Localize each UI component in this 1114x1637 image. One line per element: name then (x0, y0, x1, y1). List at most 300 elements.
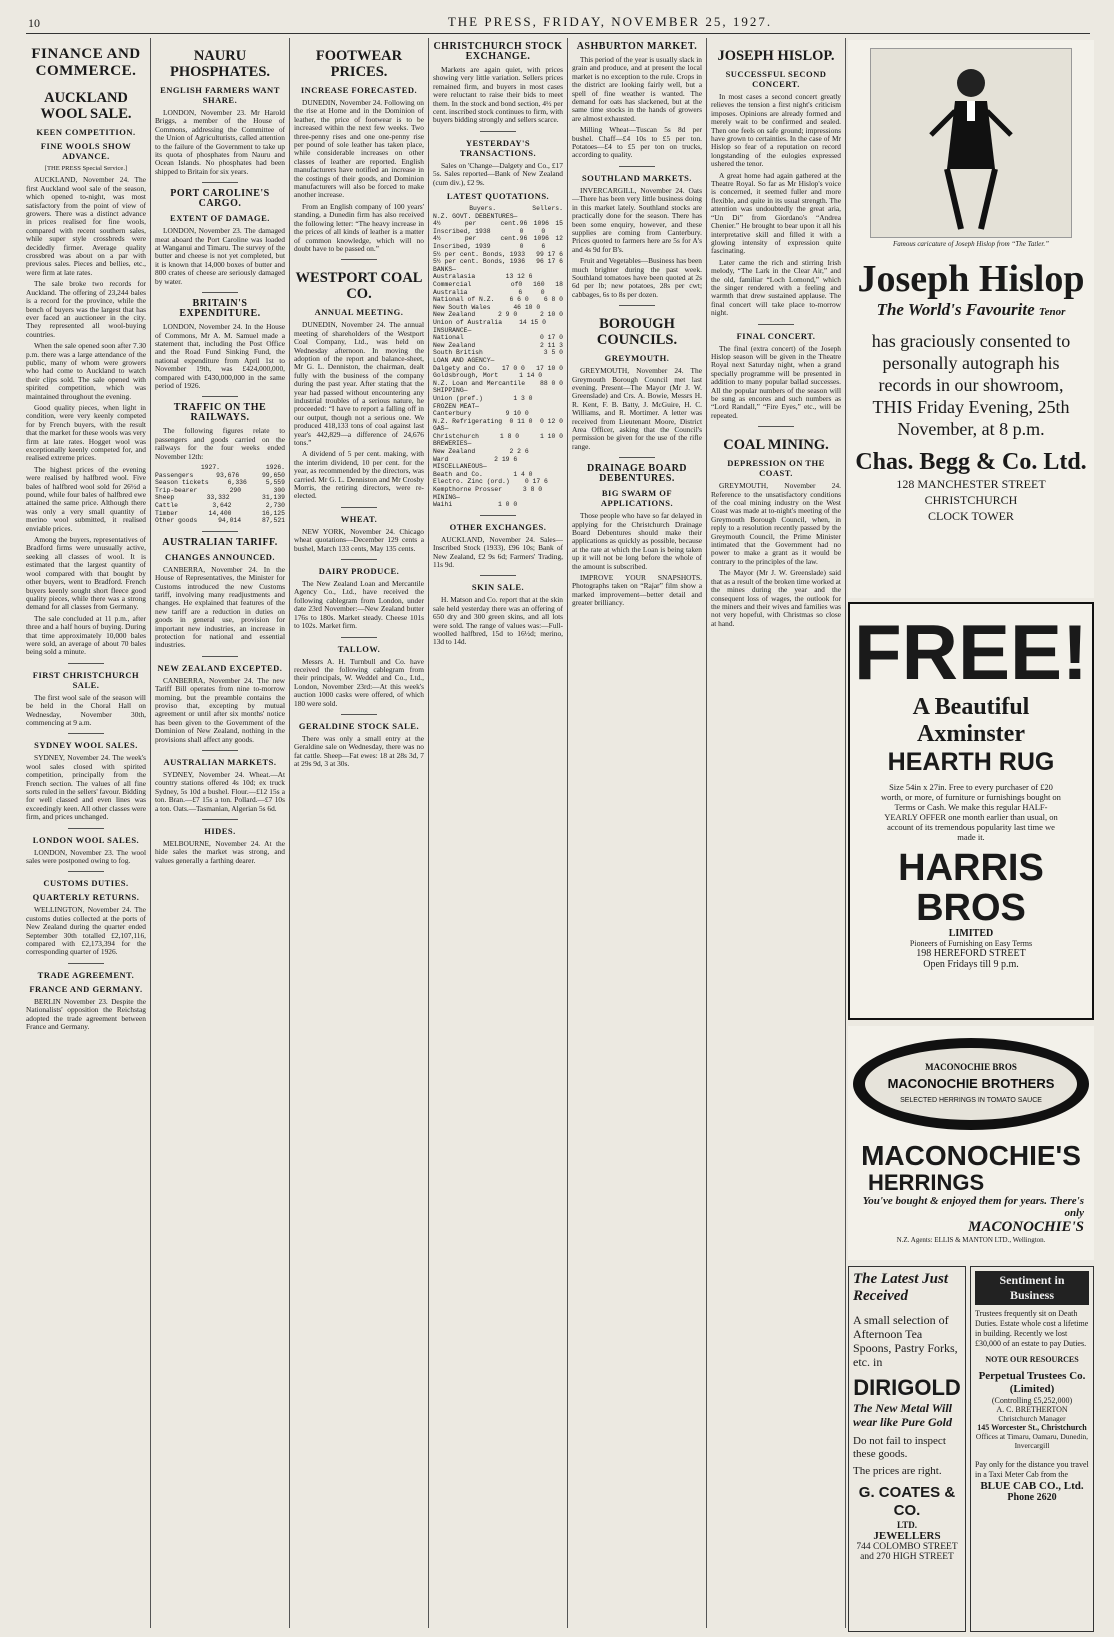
article-subhead: KEEN COMPETITION. (36, 127, 136, 137)
table-row (155, 472, 285, 480)
caricature-image (870, 48, 1072, 238)
divider (202, 750, 238, 751)
column-divider (706, 38, 707, 1628)
divider (341, 507, 377, 508)
harris-hours: Open Fridays till 9 p.m. (923, 959, 1019, 970)
row-value: 94,014 (218, 517, 242, 525)
row-label: FROZEN MEAT— (433, 402, 480, 410)
divider (341, 714, 377, 715)
article-paragraph: The New Zealand Loan and Mercantile Agency Co., Ltd., have received the following cablegram from London, under date 23rd November:—New Zealand butter 176s to 180s. Market steady. Cheese 101s to 102s. Market firm. (294, 579, 424, 631)
table-row (433, 501, 563, 509)
article-paragraph: CANBERRA, November 24. In the House of Representatives, the Minister for Customs introduced the new Customs tariff, involving many readjustments and changes. He explained that features of the new tariff are a reduction in duties on goods in general use, provision for important new industries, an increase in protection for national and essential industries. (155, 564, 285, 650)
row-label: National (433, 334, 464, 342)
table-row (433, 418, 563, 426)
table-row (433, 365, 563, 373)
row-value: 2 9 0 (497, 311, 518, 319)
row-value: Buyers. (469, 205, 497, 213)
row-label: N.Z. Loan and Mercantile (433, 379, 526, 387)
divider (202, 656, 238, 657)
table-row (433, 387, 563, 395)
article-paragraph: Milling Wheat—Tuscan 5s 8d per bushel. Chaff—£4 10s to £5 per ton. Potatoes—£4 to £5 per ton on trucks, according to quality. (572, 125, 702, 160)
free-body: Size 54in x 27in. Free to every purchaser of £20 worth, or more, of furniture or furnishings bought on Terms or Cash. We make this regular HALF-YEARLY OFFER one month earlier than usual, on account of its tremendous popularity last time we made it. (881, 782, 1061, 842)
column-finance (26, 38, 146, 1630)
row-label: BREWERIES— (433, 440, 472, 448)
row-value: 1 8 0 (499, 432, 520, 440)
article-paragraph: The final (extra concert) of the Joseph Hislop season will be given in the Theatre Royal next Saturday night, when a grand specially programme will be presented in addition to many popular ballad successes. All the popular numbers of the season will be sung as encores and such numbers as “Lord Randall,” “Fire Eyes,” etc., will be repeated. (711, 343, 841, 420)
row-value: 16,125 (261, 509, 285, 517)
row-label: Timber (155, 509, 179, 517)
article-headline: COAL MINING. (723, 437, 829, 454)
row-value: 93,676 (216, 471, 240, 479)
article-paragraph: AUCKLAND, November 24. The first Auckland wool sale of the season, which opened to-night, was most satisfactory from the point of view of growers. There was a distinct advance in prices realised for fine wools, compared with recent southern sales, while super style crossbreds were decidedly firmer. Average quality crossbred was about on a par with previous sales. Pieces and bellies, etc., were firm at late rates. (26, 175, 146, 277)
column-divider (150, 38, 151, 1628)
row-value: 1 14 0 (519, 372, 543, 380)
column-divider (567, 38, 568, 1628)
row-value: Sellers. (532, 205, 563, 213)
row-label: New Zealand (433, 341, 476, 349)
perpetual-manager: A. C. BRETHERTON (996, 1405, 1068, 1414)
section-title: FINANCE AND COMMERCE. (31, 46, 141, 79)
coates-metal: The New Metal Will wear like Pure Gold (853, 1401, 952, 1429)
row-value: 2,730 (265, 501, 285, 509)
sentiment-body: Trustees frequently sit on Death Duties. Estate whole cost a lifetime in building. Recently we lost £30,000 of an estate to pay Duties. (975, 1309, 1089, 1348)
table-row (433, 334, 563, 342)
article-paragraph: The first wool sale of the season will be held in the Choral Hall on Wednesday, November 30th, commencing at 9 a.m. (26, 692, 146, 727)
row-value: 2 11 3 (539, 341, 563, 349)
advert-coates (848, 1266, 966, 1632)
table-row (433, 395, 563, 403)
row-value: 3 8 0 (522, 486, 543, 494)
column-4 (433, 38, 563, 1630)
row-label: Trip-bearer (155, 486, 198, 494)
coates-jewellers: JEWELLERS (873, 1530, 941, 1542)
row-label: INSURANCE— (433, 326, 472, 334)
row-label: BANKS— (433, 265, 457, 273)
table-row (433, 403, 563, 411)
table-row (433, 410, 563, 418)
article-headline: YESTERDAY'S TRANSACTIONS. (459, 137, 537, 158)
sentiment-title: Sentiment in Business (975, 1271, 1089, 1305)
article-paragraph: GREYMOUTH, November 24. The Greymouth Borough Council met last evening. Present—The Mayor (Mr J. W. Greenslade) and Crs. A. Bowie, Messrs H. R. Kent, F. B. Batty, J. McGuire, H. C. Williams, and R. Mortimer. A letter was received from Lieutenant Moore, District Area Officer, asking that the Council's permission be given for the use of the rifle range. (572, 366, 702, 451)
article-headline: BRITAIN'S EXPENDITURE. (179, 298, 261, 320)
table-row (433, 448, 563, 456)
article-paragraph: From an English company of 100 years' standing, a Dunedin firm has also received the following letter: “The heavy increase in the prices of all kinds of leather is a matter of common knowledge, which will no doubt have to be passed on.” (294, 201, 424, 253)
row-value: 14,400 (208, 509, 232, 517)
article-headline: GERALDINE STOCK SALE. (298, 720, 420, 731)
row-value: 6,336 (227, 479, 247, 487)
row-label: Cattle (155, 501, 179, 509)
article-headline: TRADE AGREEMENT. (37, 969, 135, 980)
row-label: South British (433, 349, 483, 357)
row-label: N.Z. Refrigerating (433, 417, 503, 425)
row-value: 33,332 (206, 494, 230, 502)
table-row (433, 380, 563, 388)
row-value: 46 10 0 (513, 303, 541, 311)
cab-text: Pay only for the distance you travel in a Taxi Meter Cab from the (975, 1460, 1089, 1479)
row-value: 99,650 (261, 471, 285, 479)
article-paragraph: MELBOURNE, November 24. At the hide sales the market was strong, and values generally a farthing dearer. (155, 839, 285, 865)
table-row (433, 425, 563, 433)
coates-prices: The prices are right. (853, 1465, 942, 1477)
dirigold-word: DIRIGOLD (853, 1375, 961, 1400)
coates-fail: Do not fail to inspect these goods. (853, 1435, 946, 1460)
row-value: 2 19 6 (494, 455, 518, 463)
tin-firm-text: MACONOCHIE BROTHERS (887, 1076, 1055, 1091)
row-value: 17 0 0 (501, 364, 525, 372)
table-row (155, 510, 285, 518)
divider (341, 259, 377, 260)
caricature-caption: Famous caricature of Joseph Hislop from “The Tatler.” (893, 240, 1049, 248)
coates-address2: and 270 HIGH STREET (860, 1552, 954, 1562)
table-row (433, 349, 563, 357)
divider (758, 426, 794, 427)
row-label: Passengers (155, 471, 194, 479)
row-value: 0 18 0 (540, 281, 563, 296)
table-row (433, 342, 563, 350)
firm-name: Chas. Begg & Co. Ltd. (855, 449, 1087, 475)
table-row (433, 486, 563, 494)
harris-address: 198 HEREFORD STREET (916, 948, 1026, 959)
row-value: 3 5 0 (543, 349, 563, 357)
row-label: LOAN AND AGENCY— (433, 356, 495, 364)
article-headline: WHEAT. (340, 513, 378, 524)
article-headline: LONDON WOOL SALES. (32, 834, 140, 845)
column-divider (428, 38, 429, 1628)
row-value: 88 0 0 (539, 379, 563, 387)
article-headline: NAURU PHOSPHATES. (169, 48, 271, 80)
table-row (433, 440, 563, 448)
row-value: 0 12 0 (539, 417, 563, 425)
coates-ltd: LTD. (897, 1520, 917, 1530)
row-value: 0 17 6 (524, 478, 548, 486)
cab-phone: Phone 2620 (1007, 1492, 1057, 1503)
sentiment-note: NOTE OUR RESOURCES (985, 1355, 1079, 1364)
article-paragraph: The sale broke two records for Auckland. The offering of 23,244 bales is a record for the province, while the bench of buyers was the largest that has ever faced an auctioneer in the city. They represented all wool-buying countries. (26, 279, 146, 339)
column-5 (572, 38, 702, 1630)
firm-address (848, 476, 1094, 524)
article-headline: JOSEPH HISLOP. (717, 48, 835, 64)
advert-perpetual-trustees (970, 1266, 1094, 1632)
divider (619, 166, 655, 167)
row-label: New Zealand (433, 448, 476, 456)
coates-firm: G. COATES & CO. (858, 1484, 956, 1519)
harris-sub: Pioneers of Furnishing on Easy Terms (909, 939, 1033, 948)
row-label: Commercial of Australia (433, 281, 519, 296)
divider (68, 963, 104, 964)
masthead: THE PRESS, FRIDAY, NOVEMBER 25, 1927. (447, 14, 773, 29)
article-paragraph: Among the buyers, representatives of Bradford firms were unusually active, seeking all classes of wool. It is estimated that the largest quantity of wool compared with that bought by other buyers, went to Bradford. French buyers keenly sought short fleece good quality pieces, while there was a strong demand for all classes from Germany. (26, 535, 146, 612)
perpetual-title: Perpetual Trustees Co. (Limited) (978, 1370, 1086, 1395)
article-paragraph: Messrs A. H. Turnbull and Co. have received the following cablegram from their principals, W. Weddel and Co., Ltd., London, November 23rd:—At this week's auction 1000 casks were offered, of which 180 were sold. (294, 656, 424, 708)
article-paragraph: When the sale opened soon after 7.30 p.m. there was a large attendance of the public, many of whom were growers who had come to Auckland to watch their clips sold. The sale opened with spirited competition, which was maintained throughout the evening. (26, 341, 146, 401)
article-paragraph: H. Matson and Co. report that at the skin sale held yesterday there was an offering of 650 dry and 300 green skins, and all lots were sold. The range of values was:—Full-woolled halfbred, 15d to 16½d; merino, 13d to 14d. (433, 595, 563, 647)
article-headline: FIRST CHRISTCHURCH SALE. (32, 669, 140, 690)
table-row (433, 273, 563, 281)
article-headline: CHRISTCHURCH STOCK EXCHANGE. (433, 41, 563, 62)
divider (341, 559, 377, 560)
divider (202, 182, 238, 183)
row-label: Canterbury (433, 410, 472, 418)
table-row (433, 463, 563, 471)
article-subhead: ENGLISH FARMERS WANT SHARE. (160, 85, 280, 105)
article-paragraph: Markets are again quiet, with prices showing very little variation. Sellers prices remained firm, and buyers in most cases were reluctant to raise their bids to meet them. In the stock and bond section, 4½ per cent. inscribed stock continues to firm, with buyers bidding strongly and sellers scarce. (433, 65, 563, 125)
row-value: 17 10 0 (536, 364, 563, 372)
row-label: Season tickets (155, 479, 209, 487)
article-headline: CUSTOMS DUTIES. (43, 878, 129, 889)
row-value: 0 11 0 (509, 417, 533, 425)
divider (202, 819, 238, 820)
article-headline: LATEST QUOTATIONS. (446, 191, 550, 202)
article-paragraph: LONDON, November 23. The wool sales were postponed owing to fog. (26, 847, 146, 866)
advert-hislop (848, 40, 1094, 598)
article-paragraph: A great home had again gathered at the Theatre Royal. So far as Mr Hislop's voice is concerned, it seemed fuller and more flexible, and quite in its usual strength. The attention was undoubtedly the great aria, “Un Di” from Giordano's “Andrea Chenier.” He brought to bear upon it all his interpretative skill and filled it with a glowing intensity of expression quite fascinating. (711, 170, 841, 256)
article-subhead: SUCCESSFUL SECOND CONCERT. (725, 69, 827, 89)
harris-ltd: LIMITED (948, 928, 994, 939)
free-headline: FREE! (854, 608, 1088, 696)
row-label: MINING— (433, 493, 460, 501)
divider (202, 292, 238, 293)
divider (480, 515, 516, 516)
article-paragraph: LONDON, November 23. The damaged meat aboard the Port Caroline was loaded at Wanganui and Timaru. The survey of the butter and cheese is not yet completed, but it is known that 14,000 boxes of butter and 800 crates of cheese are seriously damaged by water. (155, 226, 285, 286)
article-headline: PORT CAROLINE'S CARGO. (170, 188, 270, 210)
coates-body: A small selection of Afternoon Tea Spoons, Pastry Forks, etc. in (853, 1313, 958, 1369)
free-line2: Axminster (917, 721, 1025, 747)
article-headline: SKIN SALE. (471, 582, 525, 593)
table-row (155, 502, 285, 510)
article-paragraph: Fruit and Vegetables—Business has been much brighter during the past week. Southland tomatoes have been quoted at 2s 6d per lb; new potatoes, 28s per cwt; cabbages, 6s to 8s per dozen. (572, 256, 702, 299)
herrings-word: HERRINGS (868, 1170, 985, 1195)
advert-maconochie (848, 1026, 1094, 1260)
row-label: National of N.Z. (433, 296, 495, 304)
divider (619, 305, 655, 306)
row-label: 5½ per cent. Bonds, 1933 (433, 250, 526, 258)
article-paragraph: DUNEDIN, November 24. Following on the rise at Home and in the Dominion of leather, the price of footwear is to be increased within the next few weeks. Two three-penny rises and one one-penny rise per pound of sole leather has taken place, while considerable increases on other classes of leather are reported. English manufacturers have notified an increase in the costings of their goods, and Dominion manufacturers will also be forced to make another increase. (294, 98, 424, 200)
article-paragraph: DUNEDIN, November 24. The annual meeting of shareholders of the Westport Coal Company, Ltd., was held on Wednesday afternoon. In moving the adoption of the report and balance-sheet, Mr G. L. Denniston, the chairman, dealt fully with the business of the company during the past year. After stating that the year had passed without encountering any industrial troubles of a serious nature, he proceeded: “I have to report a falling off in our output, though not a serious one. We produced 418,133 tons of coal against last year's 442,829—a difference of 24,676 tons.” (294, 320, 424, 447)
hislop-name: Joseph Hislop (857, 258, 1085, 300)
address-line: CHRISTCHURCH (924, 493, 1018, 507)
article-paragraph: LONDON, November 24. In the House of Commons, Mr A. M. Samuel made a statement that, including the Post Office and the Road Fund Sinking Fund, the national expenditure from April 1st to November 19th, was £424,000,000, compared with £430,000,000 in the same period of 1926. (155, 322, 285, 390)
page-number: 10 (28, 16, 40, 30)
article-headline: WESTPORT COAL CO. (295, 270, 423, 303)
article-subhead: BIG SWARM OF APPLICATIONS. (600, 488, 674, 509)
perpetual-offices: Offices at Timaru, Oamaru, Dunedin, Invercargill (975, 1432, 1089, 1450)
row-value: 96 17 6 (536, 258, 563, 266)
article-paragraph: The Mayor (Mr J. W. Greenslade) said that as a result of the broken time worked at the mines during the year and the consequent loss of wages, the outlook for the miners and their wives and families was not very hopeful, with Christmas so close at hand. (711, 568, 841, 628)
article-paragraph: Later came the rich and stirring Irish melody, “The Lark in the Clear Air,” and the old, familiar “Loch Lomond,” which the singer rendered with a feeling and warmth that drew sustained applause. The final concert will take place to-morrow night. (711, 257, 841, 318)
row-label: Waihi (433, 501, 453, 509)
row-value: 1 3 0 (513, 394, 533, 402)
row-value: 31,139 (261, 494, 285, 502)
table-row (433, 372, 563, 380)
article-headline: NEW ZEALAND EXCEPTED. (157, 662, 283, 673)
article-paragraph: Good quality pieces, when light in condition, were very keenly competed for by French buyers, with the result that the market for these wools was very firm at late rates. Hogget wool was exceptionally keenly competed for, and realised extreme prices. (26, 402, 146, 463)
article-paragraph: SYDNEY, November 24. The week's wool sales closed with spirited competition, principally from the French section. The values of all fine sorts ruled in the sellers' favour. Bidding for well classed and even lines was exceedingly keen. All other classes were firm, and prices unchanged. (26, 753, 146, 822)
article-paragraph: SYDNEY, November 24. Wheat.—At country stations offered 4s 10d; ex truck Sydney, 5s 10d a bushel. Flour.—£12 15s a ton. Bran.—£7 15s a ton. Pollard.—£7 10s a ton. Oats.—Tasmanian, Algerian 5s 6d. (155, 770, 285, 813)
row-value: 1927. (200, 463, 220, 471)
table-header (155, 464, 285, 472)
article-subhead: FRANCE AND GERMANY. (29, 983, 143, 994)
row-value: 2 10 0 (539, 311, 563, 319)
row-value: 6 8 0 (543, 296, 563, 304)
article-paragraph: Sales on 'Change—Dalgety and Co., £17 5s. Sales reported—Bank of New Zealand (cum div.), £2 9s. (433, 160, 563, 187)
tagline-tenor: Tenor (1038, 306, 1066, 318)
row-label: Kempthorne Prosser (433, 486, 503, 494)
table-row (155, 494, 285, 502)
article-paragraph: LONDON, November 23. Mr Harold Briggs, a member of the House of Commons, addressing the Committee of the Union of Agriculturists, called attention to the failure of the Government to take up its quota of phosphates from Nauru and Ocean Islands. No phosphates had been shipped to Britain for six years. (155, 108, 285, 176)
article-headline: FOOTWEAR PRICES. (315, 48, 403, 80)
article-headline: HIDES. (204, 826, 236, 837)
article-headline: TRAFFIC ON THE RAILWAYS. (173, 402, 267, 424)
table-row (433, 235, 563, 250)
divider (341, 637, 377, 638)
table-row (433, 327, 563, 335)
article-paragraph: The highest prices of the evening were realised by halfbred wool. Five bales of halfbred wool sold for 26½d a pound, while four bales of halfbred ewe attained the same price. Although there was only a very small quantity of merino wool submitted, it realised enviable prices. (26, 464, 146, 533)
service-line: [THE PRESS Special Service.] (44, 165, 128, 172)
row-value: 13 12 6 (505, 273, 533, 281)
maconochie-name2: MACONOCHIE'S (968, 1219, 1084, 1235)
article-headline: FINAL CONCERT. (736, 330, 816, 341)
article-headline: TALLOW. (337, 643, 381, 654)
row-value: 2 2 6 (509, 448, 529, 456)
row-label: GAS— (433, 425, 449, 433)
table-header (433, 205, 563, 213)
coates-latest: The Latest Just Received (853, 1271, 949, 1304)
perpetual-manager-role: Christchurch Manager (998, 1414, 1066, 1423)
article-paragraph: This period of the year is usually slack in grain and produce, and at present the local market is no exception to the rule. Crops in the district are looking fairly well, but a spell of fine weather is wanted. The demand for oats has slackened, but at the same time stocks in the hands of growers are almost exhausted. (572, 55, 702, 123)
article-paragraph: In most cases a second concert greatly relieves the tension a first night's criticism imposes. Opinions are already formed and merely wait to be confirmed and sealed. Then one feels on safe ground; impressions have grown to certainties. In the case of Mr Hislop so fear of a reputation on record longstanding of the eulogies expressed ushered the tenor. (711, 92, 841, 169)
article-paragraph: GREYMOUTH, November 24. Reference to the unsatisfactory conditions of the coal mining industry on the West Coast was made at to-night's meeting of the Greymouth Borough Council, when, in reply to a resolution recently passed by the Greymouth Council, the Prime Minister intimated that the Government had no power to make a grant as it would be contrary to the principles of the law. (711, 481, 841, 566)
article-headline: DRAINAGE BOARD DEBENTURES. (586, 463, 688, 485)
article-paragraph: WELLINGTON, November 24. The customs duties collected at the ports of New Zealand during the quarter ended September 30th totalled £2,107,116, compared with £2,173,394 for the corresponding quarter of 1926. (26, 905, 146, 957)
row-value: 96 12 6 (541, 235, 563, 251)
maconochie-word: MACONOCHIE'S (861, 1140, 1081, 1171)
article-subhead: CHANGES ANNOUNCED. (164, 551, 276, 562)
divider (619, 457, 655, 458)
row-value: 87,521 (261, 517, 285, 525)
row-value: 3,642 (212, 501, 232, 509)
row-label: 5½ per cent. Bonds, 1936 (433, 258, 526, 266)
harris-bros-name: HARRIS BROS (898, 847, 1044, 929)
article-paragraph: There was only a small entry at the Geraldine sale on Wednesday, there was no fat cattle. Sheep—Fat ewes: 18 at 28s 3d, 7 at 29s 9d, 3 at 30s. (294, 733, 424, 769)
divider (68, 871, 104, 872)
article-subhead: GREYMOUTH. (604, 353, 670, 364)
row-value: 0 17 0 (539, 334, 563, 342)
table-row (433, 281, 563, 296)
article-subhead: QUARTERLY RETURNS. (32, 892, 140, 903)
divider (202, 396, 238, 397)
row-value: 9 10 0 (505, 410, 529, 418)
maconochie-agents: N.Z. Agents: ELLIS & MANTON LTD., Wellington. (896, 1236, 1046, 1244)
address-line: 128 MANCHESTER STREET (896, 477, 1046, 491)
column-3 (294, 38, 424, 1630)
advert-harris-bros (848, 602, 1094, 1020)
row-label: Dalgety and Co. (433, 364, 491, 372)
row-label: New South Wales (433, 303, 491, 311)
table-row (155, 487, 285, 495)
row-value: 96 15 0 (541, 220, 563, 235)
table-row (433, 304, 563, 312)
article-paragraph: IMPROVE YOUR SNAPSHOTS. Photographs taken on “Rajar” film show a marked improvement—better detail and greater brilliancy. (572, 573, 702, 608)
table-row (433, 471, 563, 479)
table-row (433, 220, 563, 235)
article-headline: SOUTHLAND MARKETS. (581, 172, 693, 183)
coates-address1: 744 COLOMBO STREET (856, 1542, 958, 1552)
advert-bottom (848, 1266, 1094, 1632)
article-subhead: ANNUAL MEETING. (314, 307, 404, 318)
table-row (433, 494, 563, 502)
tin-sub-text: SELECTED HERRINGS IN TOMATO SAUCE (900, 1097, 1042, 1104)
row-label: N.Z. GOVT. DEBENTURES— (433, 212, 518, 220)
article-paragraph: The following figures relate to passengers and goods carried on the railways for the four weeks ended November 12th: (155, 426, 285, 461)
quotations-table (433, 205, 563, 509)
hislop-body: has graciously consented to personally autograph his records in our showroom, THIS Friday Evening, 25th November, at 8 p.m. (871, 331, 1071, 439)
article-paragraph: The sale concluded at 11 p.m., after three and a half hours of buying. During that time approximately 10,000 bales were sold, an average of about 70 bales being sold a minute. (26, 613, 146, 657)
table-row (433, 266, 563, 274)
table-row (155, 517, 285, 525)
herring-tin-illustration (848, 1026, 1094, 1136)
article-subhead: INCREASE FORECASTED. (300, 85, 418, 95)
row-label: 4½ per cent. Inscribed, 1938 (433, 220, 520, 235)
divider (68, 828, 104, 829)
row-label: Other goods (155, 517, 198, 525)
article-paragraph: CANBERRA, November 24. The new Tariff Bill operates from nine to-morrow morning, but the preamble contains the proviso that, excepting by mutual agreement or until after six months' notice has been given to the Government of the Dominion of New Zealand, nothing in the provisions shall affect any goods. (155, 675, 285, 744)
table-row (433, 319, 563, 327)
row-label: Electro. Zinc (ord.) (433, 478, 510, 486)
free-line3: HEARTH RUG (887, 748, 1055, 776)
row-value: 1 4 0 (513, 470, 533, 478)
article-headline: ASHBURTON MARKET. (576, 41, 698, 52)
article-headline: OTHER EXCHANGES. (449, 521, 547, 532)
article-paragraph: NEW YORK, November 24. Chicago wheat quotations—December 129 cents a bushel, March 133 cents, May 135 cents. (294, 526, 424, 553)
top-rule (26, 33, 1090, 34)
row-label: New Zealand (433, 311, 476, 319)
row-label: Australasia (433, 273, 476, 281)
table-row (155, 479, 285, 487)
article-paragraph: INVERCARGILL, November 24. Oats—There has been very little business doing in this market lately. Southland stocks are practically done for the season. There has been some enquiry, however, and these supplies are coming from Canterbury. Prices quoted to farmers here are 5s for A's and 4s 9d for B's. (572, 185, 702, 254)
table-row (433, 258, 563, 266)
row-value: 5,559 (265, 479, 285, 487)
row-value: 290 (229, 486, 242, 494)
row-value: 96 10 0 (519, 220, 542, 235)
divider (202, 531, 238, 532)
tagline-text: The World's Favourite (876, 300, 1035, 319)
article-subhead: DEPRESSION ON THE COAST. (727, 458, 825, 479)
traffic-table (155, 464, 285, 525)
row-label: MISCELLANEOUS— (433, 463, 487, 471)
article-subhead: FINE WOOLS SHOW ADVANCE. (40, 141, 132, 161)
row-label: Sheep (155, 494, 175, 502)
tin-arc-text: MACONOCHIE BROS (925, 1062, 1017, 1072)
free-line1: A Beautiful (912, 694, 1030, 720)
row-label: Christchurch (433, 432, 480, 440)
divider (68, 663, 104, 664)
column-6 (711, 38, 841, 1630)
row-value: 99 17 6 (536, 250, 563, 258)
table-row (433, 433, 563, 441)
row-value: 96 10 0 (519, 235, 542, 251)
article-headline: SYDNEY WOOL SALES. (34, 740, 138, 751)
row-value: 1 0 0 (498, 501, 518, 509)
table-row (433, 357, 563, 365)
row-value: 1926. (265, 463, 285, 471)
perpetual-capital: (Controlling £5,252,000) (991, 1396, 1073, 1405)
divider (758, 324, 794, 325)
row-label: Goldsbrough, Mort (433, 372, 499, 380)
caricature-drawing (871, 49, 1071, 237)
article-headline: AUSTRALIAN TARIFF. (162, 536, 278, 548)
divider (480, 131, 516, 132)
row-value: 6 6 0 (509, 296, 529, 304)
